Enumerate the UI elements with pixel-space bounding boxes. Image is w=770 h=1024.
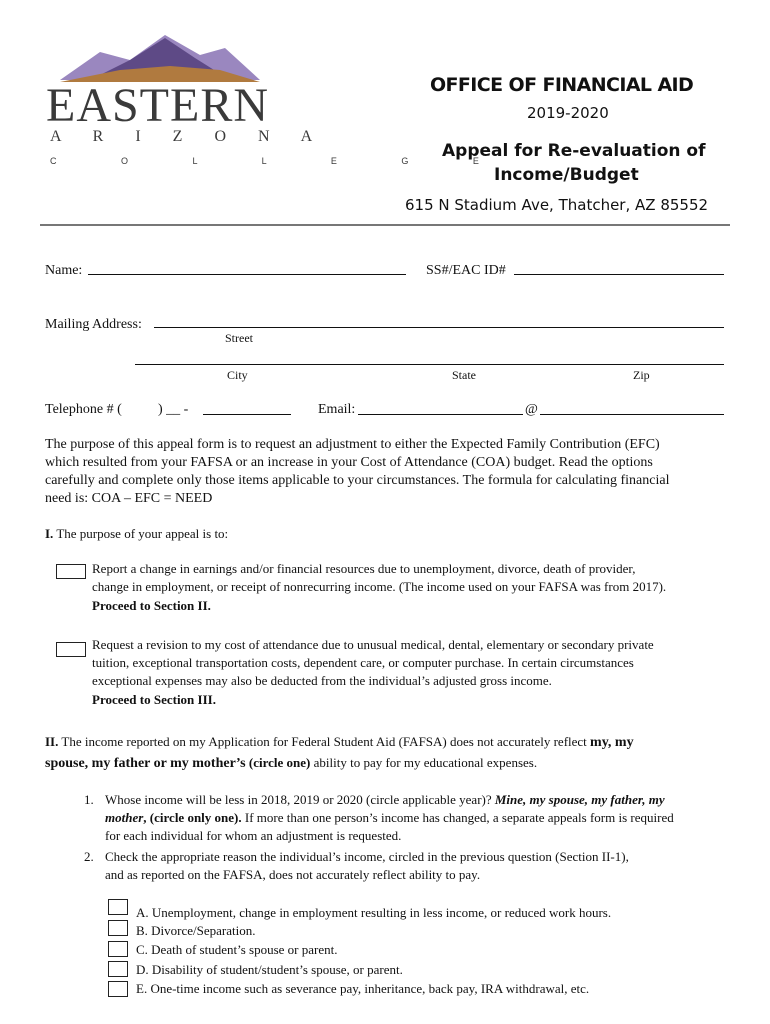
office-address: 615 N Stadium Ave, Thatcher, AZ 85552 — [405, 196, 709, 214]
option1-line: change in employment, or receipt of nonrecurring income. (The income used on your FAFSA was from 2017). — [92, 579, 667, 594]
question1-line — [105, 791, 735, 809]
logo-college: C O L L E G E — [50, 156, 510, 166]
section2-heading-bold: my, my — [590, 735, 634, 750]
intro-line: carefully and complete only those items applicable to your circumstances. The formula for calculating financial — [45, 473, 670, 488]
question1-circle-note: , (circle only one). — [143, 810, 242, 825]
option2-line: tuition, exceptional transportation costs, dependent care, or computer purchase. In certain circumstances — [92, 655, 634, 670]
office-title: OFFICE OF FINANCIAL AID — [430, 74, 694, 96]
option2-line: exceptional expenses may also be deducted from the individual’s adjusted gross income. — [92, 673, 552, 688]
question1-line: for each individual for whom an adjustment is requested. — [105, 828, 402, 843]
section1-heading-text: The purpose of your appeal is to: — [53, 526, 229, 541]
name-field[interactable] — [88, 274, 406, 275]
section2-number: II. — [45, 734, 59, 749]
header-divider — [40, 224, 730, 226]
zip-label: Zip — [633, 368, 650, 382]
email-user-field[interactable] — [358, 414, 523, 415]
form-title-line1: Appeal for Re-evaluation of — [442, 141, 706, 161]
reason-a-label: A. Unemployment, change in employment resulting in less income, or reduced work hours. — [136, 905, 612, 920]
option1-line: Report a change in earnings and/or financial resources due to unemployment, divorce, death of provider, — [92, 561, 636, 576]
city-state-zip-field[interactable] — [135, 364, 724, 365]
reason-c-label: C. Death of student’s spouse or parent. — [136, 942, 338, 957]
question1-choices: Mine, my spouse, my father, my — [494, 792, 665, 807]
mailing-label: Mailing Address: — [45, 317, 142, 332]
section2-heading-end: ability to pay for my educational expenses. — [310, 755, 538, 770]
name-label: Name: — [45, 263, 83, 278]
intro-line: need is: COA – EFC = NEED — [45, 491, 213, 506]
telephone-label: Telephone # ( — [45, 402, 122, 417]
reason-e-label: E. One-time income such as severance pay, inheritance, back pay, IRA withdrawal, etc. — [136, 981, 590, 996]
intro-line: which resulted from your FAFSA or an increase in your Cost of Attendance (COA) budget. Read the options — [45, 455, 653, 470]
section1-number: I. — [45, 526, 54, 541]
question1-number: 1. — [84, 792, 94, 807]
intro-line: The purpose of this appeal form is to request an adjustment to either the Expected Family Contribution (EFC) — [45, 437, 660, 452]
street-field[interactable] — [154, 327, 724, 328]
section1-heading — [45, 525, 228, 543]
reason-e-checkbox[interactable] — [108, 981, 128, 997]
street-label: Street — [225, 331, 253, 345]
college-logo — [40, 30, 510, 175]
academic-year: 2019-2020 — [527, 104, 609, 122]
question1-prompt: Whose income will be less in 2018, 2019 or 2020 (circle applicable year)? — [105, 792, 495, 807]
email-label: Email: — [318, 402, 356, 417]
option2-checkbox[interactable] — [56, 642, 86, 657]
option2-text — [92, 636, 732, 709]
logo-eastern: EASTERN — [46, 79, 269, 132]
form-title-line2: Income/Budget — [494, 165, 639, 185]
question2-number: 2. — [84, 849, 94, 864]
email-at: @ — [525, 402, 538, 417]
question1-choices-end: mother — [105, 810, 144, 825]
telephone-field[interactable] — [203, 414, 291, 415]
section2-heading-text: The income reported on my Application for Federal Student Aid (FAFSA) does not accurately reflect — [58, 734, 591, 749]
logo-arizona: A R I Z O N A — [50, 128, 327, 145]
option1-text — [92, 560, 732, 615]
option1-checkbox[interactable] — [56, 564, 86, 579]
city-label: City — [227, 368, 248, 382]
question1-text — [105, 791, 735, 845]
reason-b-checkbox[interactable] — [108, 920, 128, 936]
intro-paragraph — [45, 436, 735, 508]
question2-line: Check the appropriate reason the individual’s income, circled in the previous question (Section II-1), — [105, 849, 629, 864]
ssn-field[interactable] — [514, 274, 724, 275]
section2-circle-note: (circle one) — [245, 755, 311, 770]
reason-a-checkbox[interactable] — [108, 899, 128, 915]
reason-d-label: D. Disability of student/student’s spouse, or parent. — [136, 962, 403, 977]
ssn-label: SS#/EAC ID# — [426, 263, 506, 278]
section2-heading — [45, 732, 735, 774]
option1-proceed: Proceed to Section II. — [92, 598, 211, 613]
question2-text — [105, 848, 735, 884]
section2-heading-bold: spouse, my father or my mother’s — [45, 756, 246, 771]
option2-line: Request a revision to my cost of attendance due to unusual medical, dental, elementary or secondary private — [92, 637, 654, 652]
telephone-paren: ) __ - — [158, 402, 189, 417]
reason-d-checkbox[interactable] — [108, 961, 128, 977]
reason-b-label: B. Divorce/Separation. — [136, 923, 256, 938]
question2-line: and as reported on the FAFSA, does not accurately reflect ability to pay. — [105, 867, 481, 882]
mountain-logo-icon — [60, 30, 260, 82]
question1-line — [105, 809, 735, 827]
reason-c-checkbox[interactable] — [108, 941, 128, 957]
option2-proceed: Proceed to Section III. — [92, 692, 216, 707]
question1-note: If more than one person’s income has changed, a separate appeals form is required — [241, 810, 674, 825]
state-label: State — [452, 368, 476, 382]
email-domain-field[interactable] — [540, 414, 724, 415]
